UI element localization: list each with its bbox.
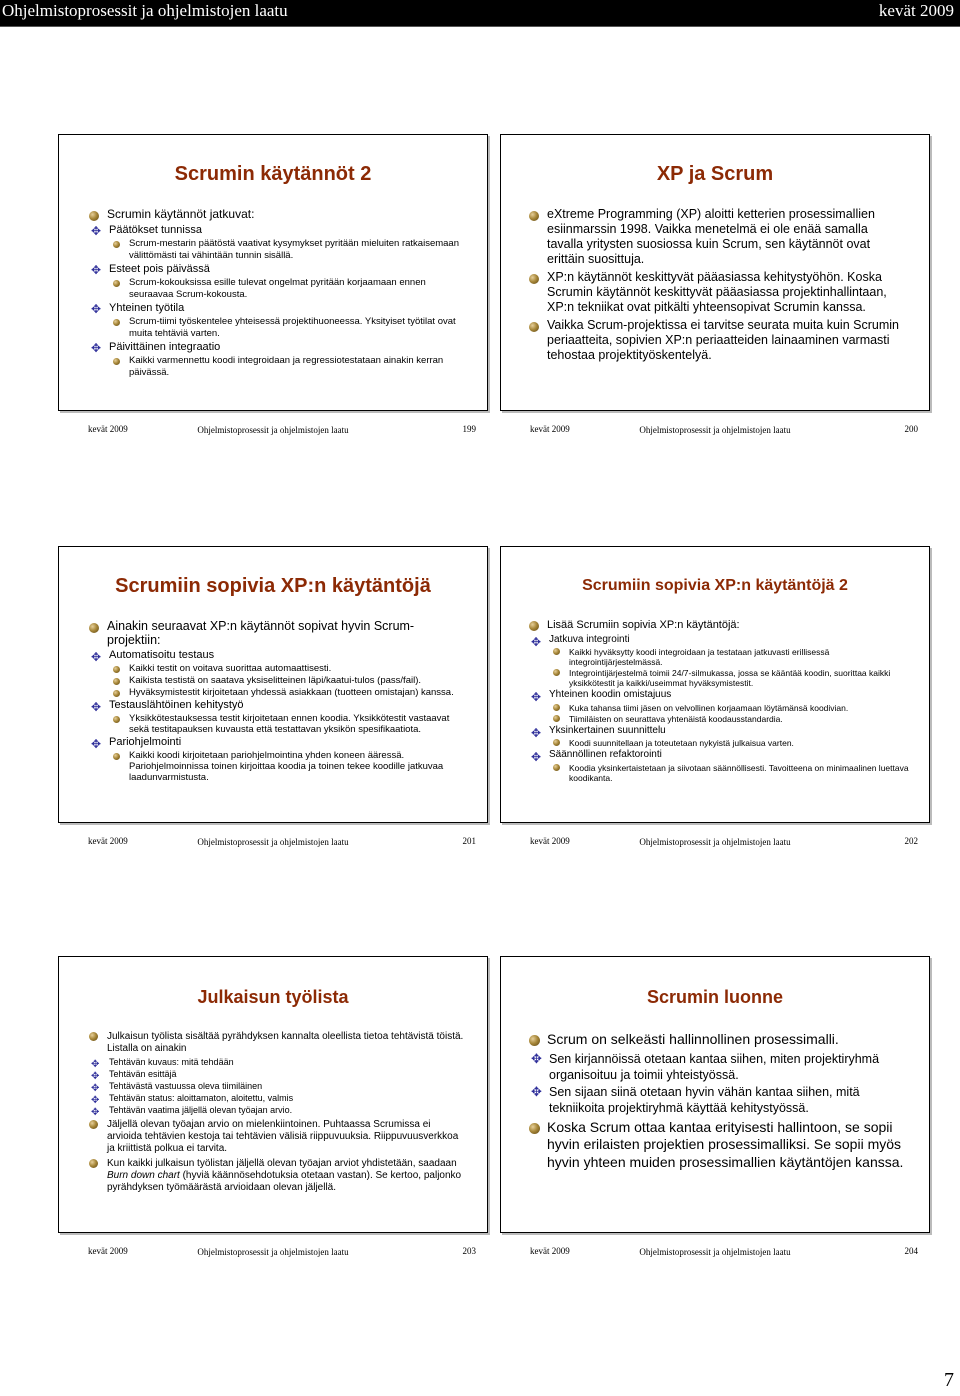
bullet-icon	[113, 280, 120, 287]
slide-203	[58, 956, 498, 1286]
slide-title: Scrumin luonne	[646, 987, 783, 1007]
slide-number: 203	[462, 1246, 476, 1256]
diamond-bullet-icon: ✥	[91, 1095, 100, 1106]
bullet-icon	[529, 322, 539, 332]
detail-bullet: Kaikista testistä on saatava yksiselitteinen läpi/kaatui-tulos (pass/fail).	[109, 675, 464, 686]
bullet-icon	[113, 678, 120, 685]
detail-bullet: Scrum-mestarin päätöstä vaativat kysymykset pyritään mieluiten ratkaisemaan välittömästi tai vähintään tunnin sisällä.	[109, 238, 469, 261]
bullet-icon	[529, 1035, 540, 1046]
slide-title: Scrumin käytännöt 2	[174, 163, 372, 185]
slide-footer: kevät 2009 Ohjelmistoprosessit ja ohjelmistojen laatu 199	[88, 424, 476, 435]
bullet-icon	[89, 1159, 98, 1168]
detail-bullet: Kaikki hyväksytty koodi integroidaan ja testataan jatkuvasti erillisessä integrointijärjestelmässä.	[549, 647, 909, 667]
bullet: Scrum on selkeästi hallinnollinen prosessimalli.	[529, 1031, 909, 1049]
bullet: Scrumin käytännöt jatkuvat:	[89, 207, 469, 221]
slide-footer: kevät 2009 Ohjelmistoprosessit ja ohjelmistojen laatu 201	[88, 836, 476, 847]
bullet-icon	[113, 716, 120, 723]
slide-frame	[500, 546, 930, 823]
bullet-icon	[529, 211, 539, 221]
bullet-icon	[113, 690, 120, 697]
diamond-bullet-icon: ✥	[531, 750, 542, 764]
detail-bullet: Hyväksymistestit kirjoitetaan yhdessä asiakkaan (tuotteen omistajan) kanssa.	[109, 687, 464, 698]
sub-bullet: ✥ Tehtävän kuvaus: mitä tehdään	[91, 1057, 234, 1070]
bullet-icon	[553, 764, 560, 771]
slide-frame	[58, 134, 488, 411]
slide-title: Julkaisun työlista	[197, 987, 349, 1007]
detail-bullet: Tiimiläisten on seurattava yhtenäistä koodausstandardia.	[549, 714, 909, 724]
bullet: XP:n käytännöt keskittyvät pääasiassa kehitystyöhön. Koska Scrumin käytännöt keskittyvät pääasiassa projektinhallintaan, XP:n tekniikat ovat pitkälti yhteensopivat Scrumin kanssa.	[529, 270, 901, 315]
bullet-icon	[113, 753, 120, 760]
diamond-bullet-icon: ✥	[91, 1071, 100, 1082]
bullet-icon	[89, 623, 99, 633]
sub-bullet: ✥ Jatkuva integrointi	[531, 633, 630, 649]
diamond-bullet-icon: ✥	[91, 1059, 100, 1070]
slide-title: Scrumiin sopivia XP:n käytäntöjä	[115, 575, 431, 597]
slide-204	[500, 956, 940, 1286]
diamond-bullet-icon: ✥	[531, 1050, 542, 1066]
diamond-bullet-icon: ✥	[91, 224, 102, 238]
slide-footer: kevät 2009 Ohjelmistoprosessit ja ohjelmistojen laatu 200	[530, 424, 918, 435]
bullet-icon	[553, 648, 560, 655]
sub-bullet: ✥ Säännöllinen refaktorointi	[531, 749, 662, 764]
bullet-icon	[89, 1120, 98, 1129]
slide-199	[58, 134, 498, 464]
diamond-bullet-icon: ✥	[91, 341, 102, 355]
slide-title: Scrumiin sopivia XP:n käytäntöjä 2	[582, 577, 848, 594]
header-term: kevät 2009	[878, 1, 954, 20]
slide-number: 204	[904, 1246, 918, 1256]
diamond-bullet-icon: ✥	[91, 650, 102, 664]
slide-number: 199	[462, 424, 476, 434]
diamond-bullet-icon: ✥	[531, 634, 542, 649]
bullet-icon	[529, 1123, 540, 1134]
slide-number: 200	[904, 424, 918, 434]
slide-201	[58, 546, 498, 876]
detail-bullet: Koodia yksinkertaistetaan ja siivotaan säännöllisesti. Tavoitteena on minimaalinen luettava koodikanta.	[549, 763, 909, 783]
diamond-bullet-icon: ✥	[91, 263, 102, 277]
bullet-icon	[529, 274, 539, 284]
bullet: Lisää Scrumiin sopivia XP:n käytäntöjä:	[529, 619, 909, 632]
bullet: Kun kaikki julkaisun työlistan jäljellä olevan työajan arviot yhdistetään, saadaan Burn down chart (hyviä käännösehdotuksia otetaan vastan). Se kertoo, paljonko pyrähdyksen työmäärästä arvioidaan olevan jäljellä.	[89, 1158, 464, 1194]
sub-bullet: ✥ Yhteinen koodin omistajuus	[531, 689, 672, 704]
sub-bullet: ✥ Sen kirjannöissä otetaan kantaa siihen, miten projektiryhmä organisoituu ja toimii yhteistyössä.	[531, 1050, 880, 1082]
sub-bullet: ✥ Automatisoitu testaus	[91, 649, 215, 664]
bullet: Vaikka Scrum-projektissa ei tarvitse seurata muita kuin Scrumin periaatteita, sopivien XP:n periaatteiden lainaaminen varmasti tehostaa projektityöskentelyä.	[529, 318, 901, 363]
bullet-icon	[89, 1032, 98, 1041]
bullet-icon	[113, 358, 120, 365]
bullet-icon	[553, 715, 560, 722]
bullet: eXtreme Programming (XP) aloitti ketterien prosessimallien esiinmarssin 1998. Vaikka menetelmä ei ole enää samalla tavalla yritysten suosiossa kuin Scrum, sen käytännöt ovat erittäin suosittuja.	[529, 207, 901, 267]
slide-number: 201	[462, 836, 476, 846]
detail-bullet: Scrum-tiimi työskentelee yhteisessä projektihuoneessa. Yksityiset työtilat ovat muita tehtäviä varten.	[109, 316, 469, 339]
diamond-bullet-icon: ✥	[531, 690, 542, 704]
slide-footer: kevät 2009 Ohjelmistoprosessit ja ohjelmistojen laatu 204	[530, 1246, 918, 1257]
header-title: Ohjelmistoprosessit ja ohjelmistojen laatu	[2, 1, 288, 20]
diamond-bullet-icon: ✥	[91, 700, 102, 714]
sub-bullet: ✥ Päätökset tunnissa	[91, 224, 202, 238]
slide-frame	[500, 134, 930, 411]
bullet: Ainakin seuraavat XP:n käytännöt sopivat hyvin Scrum-projektiin:	[89, 619, 464, 647]
sub-bullet: ✥ Testauslähtöinen kehitystyö	[91, 699, 244, 714]
sub-bullet: ✥ Tehtävästä vastuussa oleva tiimiläinen	[91, 1081, 263, 1094]
diamond-bullet-icon: ✥	[91, 1083, 100, 1094]
slide-frame	[58, 956, 488, 1233]
slide-title: XP ja Scrum	[656, 163, 774, 185]
sub-bullet: ✥ Sen sijaan siinä otetaan hyvin vähän kantaa siihen, mitä tekniikoita projektiryhmä käyttää kehitystyössä.	[531, 1083, 860, 1115]
bullet-icon	[553, 739, 560, 746]
page-header	[0, 0, 960, 27]
page-number: 7	[944, 1369, 954, 1391]
diamond-bullet-icon: ✥	[531, 1083, 542, 1099]
detail-bullet: Yksikkötestauksessa testit kirjoitetaan ennen koodia. Yksikkötestit vastaavat sekä testitapauksen kuvausta että testattavan yksikön spesifikaatiota.	[109, 713, 464, 735]
slide-number: 202	[904, 836, 918, 846]
slide-footer: kevät 2009 Ohjelmistoprosessit ja ohjelmistojen laatu 202	[530, 836, 918, 847]
sub-bullet: ✥ Yksinkertainen suunnittelu	[531, 724, 666, 740]
diamond-bullet-icon: ✥	[91, 1107, 100, 1118]
detail-bullet: Scrum-kokouksissa esille tulevat ongelmat pyritään korjaamaan ennen seuraavaa Scrum-kokousta.	[109, 277, 469, 300]
sub-bullet: ✥ Esteet pois päivässä	[91, 263, 210, 277]
bullet-icon	[89, 211, 99, 221]
detail-bullet: Kuka tahansa tiimi jäsen on velvollinen korjaamaan löytämänsä koodivian.	[549, 703, 909, 713]
slide-200	[500, 134, 940, 464]
sub-bullet: ✥ Tehtävän vaatima jäljellä olevan työajan arvio.	[91, 1105, 293, 1118]
bullet-icon	[113, 319, 120, 326]
bullet-icon	[553, 669, 560, 676]
bullet: Julkaisun työlista sisältää pyrähdyksen kannalta oleellista tietoa tehtävistä töistä. Listalla on ainakin	[89, 1031, 464, 1055]
bullet: Jäljellä olevan työajan arvio on mielenkiintoinen. Puhtaassa Scrumissa ei arvioida tehtävien kestoja tai tehtävien välisiä riippuvuuksia. Riippuvuusverkkoa ja kriittistä polkua ei tarvita.	[89, 1119, 464, 1155]
bullet-icon	[529, 621, 539, 631]
detail-bullet: Koodi suunnitellaan ja toteutetaan nykyistä julkaisua varten.	[549, 738, 909, 748]
sub-bullet: ✥ Yhteinen työtila	[91, 302, 185, 316]
slide-202	[500, 546, 940, 876]
bullet-icon	[113, 666, 120, 673]
detail-bullet: Integrointijärjestelmä toimii 24/7-silmukassa, jossa se kääntää koodin, suorittaa kaikki yksikkötestit ja kaikki/useimmat hyväksymistestit.	[549, 668, 909, 688]
diamond-bullet-icon: ✥	[91, 737, 102, 751]
slide-footer: kevät 2009 Ohjelmistoprosessit ja ohjelmistojen laatu 203	[88, 1246, 476, 1257]
detail-bullet: Kaikki testit on voitava suorittaa automaattisesti.	[109, 663, 464, 674]
sub-bullet: ✥ Päivittäinen integraatio	[91, 341, 221, 355]
sub-bullet: ✥ Pariohjelmointi	[91, 736, 182, 751]
sub-bullet: ✥ Tehtävän status: aloittamaton, aloitettu, valmis	[91, 1093, 294, 1106]
detail-bullet: Kaikki varmennettu koodi integroidaan ja regressiotestataan ainakin kerran päivässä.	[109, 355, 469, 378]
bullet-icon	[553, 704, 560, 711]
slide-frame	[500, 956, 930, 1233]
detail-bullet: Kaikki koodi kirjoitetaan pariohjelmointina yhden koneen ääressä. Pariohjelmoinnissa toinen kirjoittaa koodia ja toinen tekee koodille jatkuvaa laadunvarmistusta.	[109, 750, 464, 783]
diamond-bullet-icon: ✥	[91, 302, 102, 316]
bullet: Koska Scrum ottaa kantaa erityisesti hallintoon, se sopii hyvin erilaisten projektien prosessimalliksi. Se sopii myös hyvin yhteen muiden prosessimallien käytäntöjen kanssa.	[529, 1119, 909, 1172]
bullet-icon	[113, 241, 120, 248]
diamond-bullet-icon: ✥	[531, 725, 542, 740]
slide-frame	[58, 546, 488, 823]
sub-bullet: ✥ Tehtävän esittäjä	[91, 1069, 177, 1082]
